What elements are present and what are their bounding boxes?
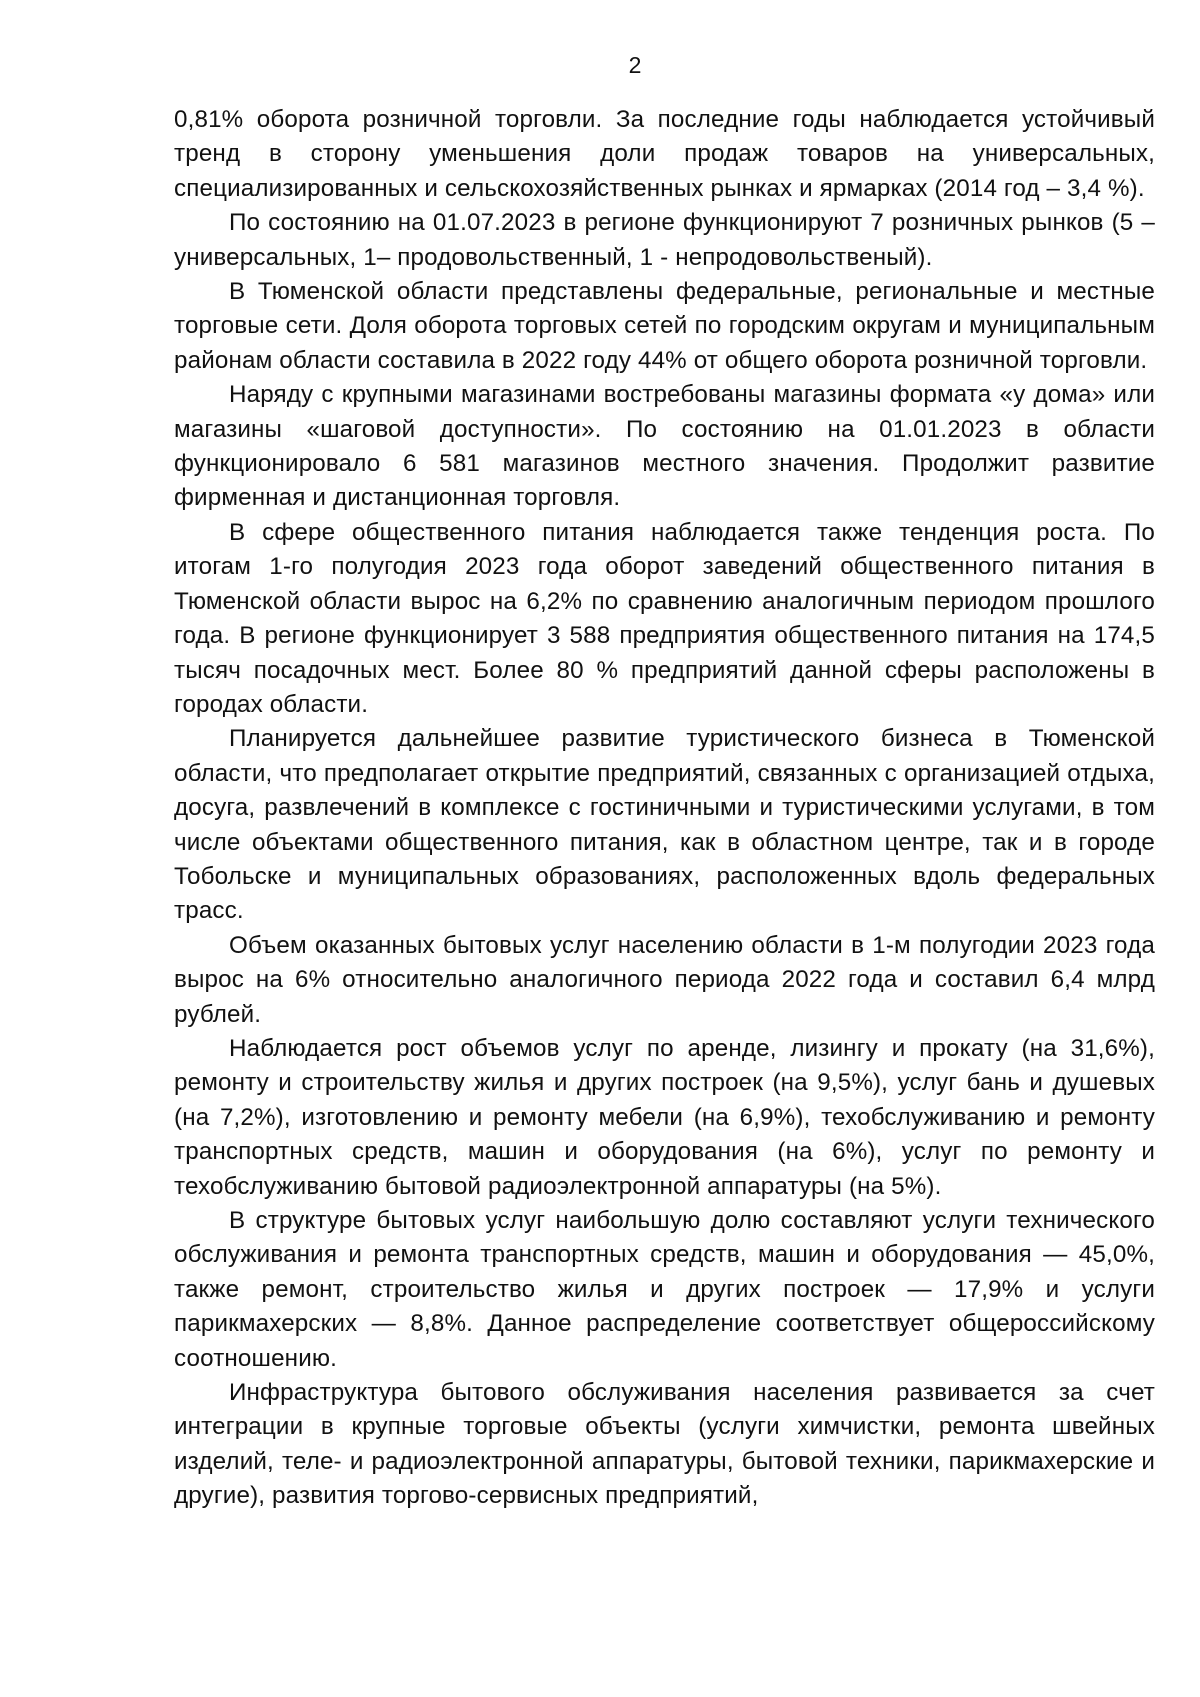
paragraph: В структуре бытовых услуг наибольшую долю составляют услуги технического обслуживания и ремонта транспортных средств, машин и оборудования — 45,0%, также ремонт, строительство жилья и других построек — 17,9% и услуги парикмахерских — 8,8%. Данное распределение соответствует общероссийскому соотношению.: [174, 1207, 1155, 1372]
paragraph: По состоянию на 01.07.2023 в регионе функционируют 7 розничных рынков (5 – универсальных, 1– продовольственный, 1 - непродовольственый).: [174, 209, 1155, 271]
document-body: [174, 103, 1155, 1514]
paragraph: Наряду с крупными магазинами востребованы магазины формата «у дома» или магазины «шаговой доступности». По состоянию на 01.01.2023 в области функционировало 6 581 магазинов местного значения. Продолжит развитие фирменная и дистанционная торговля.: [174, 381, 1155, 512]
page-number: 2: [628, 52, 642, 78]
paragraph: Инфраструктура бытового обслуживания населения развивается за счет интеграции в крупные торговые объекты (услуги химчистки, ремонта швейных изделий, теле- и радиоэлектронной аппаратуры, бытовой техники, парикмахерские и другие), развития торгово-сервисных предприятий,: [174, 1379, 1155, 1510]
paragraph: В Тюменской области представлены федеральные, региональные и местные торговые сети. Доля оборота торговых сетей по городским округам и муниципальным районам области составила в 2022 году 44% от общего оборота розничной торговли.: [174, 278, 1155, 374]
paragraph: В сфере общественного питания наблюдается также тенденция роста. По итогам 1-го полугодия 2023 года оборот заведений общественного питания в Тюменской области вырос на 6,2% по сравнению аналогичным периодом прошлого года. В регионе функционирует 3 588 предприятия общественного питания на 174,5 тысяч посадочных мест. Более 80 % предприятий данной сферы расположены в городах области.: [174, 518, 1155, 718]
paragraph: Планируется дальнейшее развитие туристического бизнеса в Тюменской области, что предполагает открытие предприятий, связанных с организацией отдыха, досуга, развлечений в комплексе с гостиничными и туристическими услугами, в том числе объектами общественного питания, как в областном центре, так и в городе Тобольске и муниципальных образованиях, расположенных вдоль федеральных трасс.: [174, 725, 1155, 925]
paragraph: Объем оказанных бытовых услуг населению области в 1-м полугодии 2023 года вырос на 6% относительно аналогичного периода 2022 года и составил 6,4 млрд рублей.: [174, 931, 1155, 1028]
paragraph: Наблюдается рост объемов услуг по аренде, лизингу и прокату (на 31,6%), ремонту и строительству жилья и других построек (на 9,5%), услуг бань и душевых (на 7,2%), изготовлению и ремонту мебели (на 6,9%), техобслуживанию и ремонту транспортных средств, машин и оборудования (на 6%), услуг по ремонту и техобслуживанию бытовой радиоэлектронной аппаратуры (на 5%).: [174, 1034, 1155, 1200]
paragraph-continuation: 0,81% оборота розничной торговли. За последние годы наблюдается устойчивый тренд в сторону уменьшения доли продаж товаров на универсальных, специализированных и сельскохозяйственных рынках и ярмарках (2014 год – 3,4 %).: [174, 106, 1155, 202]
